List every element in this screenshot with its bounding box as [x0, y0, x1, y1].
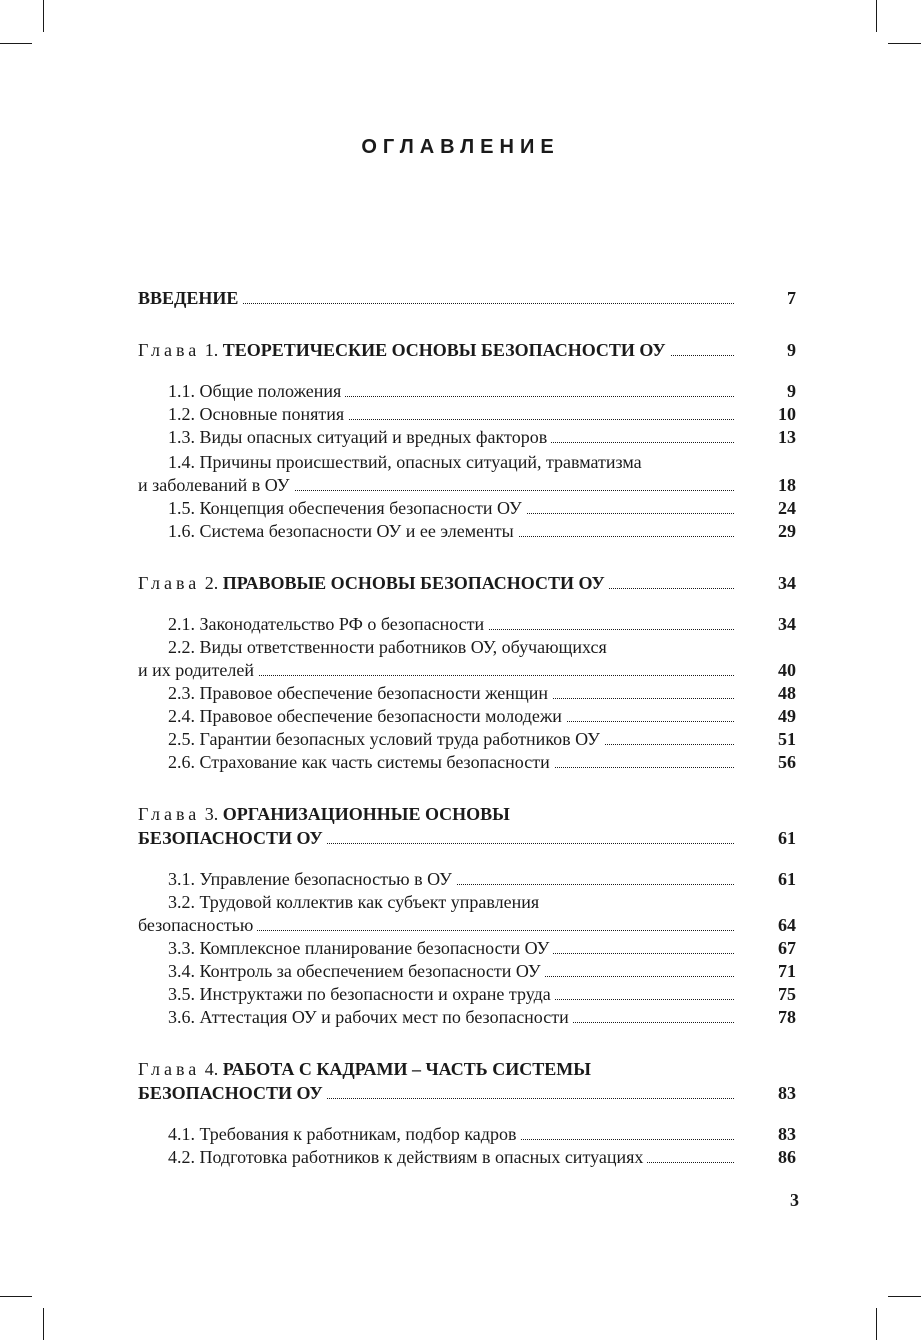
- section-1-4-cont[interactable]: [138, 473, 798, 497]
- toc-entry-text: [138, 473, 734, 497]
- section-text: 1.5. Концепция обеспечения безопасности ОУ: [168, 498, 522, 518]
- crop-mark-top-right: [876, 0, 877, 32]
- section-1-3[interactable]: [138, 425, 798, 449]
- toc-entry-label: [168, 521, 518, 541]
- toc-entry-label: [168, 452, 646, 472]
- toc-page-number: 67: [778, 938, 796, 958]
- toc-entry-text: [138, 1081, 734, 1105]
- toc-entry-label: [138, 660, 258, 680]
- toc-entry-label: [138, 288, 242, 308]
- toc-page-number: 40: [778, 660, 796, 680]
- crop-mark-top-left-h: [0, 43, 32, 44]
- section-text: 4.1. Требования к работникам, подбор кадров: [168, 1124, 517, 1144]
- toc-entry-text: [168, 727, 734, 751]
- toc-page-number: 9: [787, 381, 796, 401]
- chapter-number: 4.: [204, 1059, 219, 1079]
- chapter-4-heading[interactable]: [138, 1057, 798, 1081]
- section-1-2[interactable]: [138, 402, 798, 426]
- toc-entry-text: [138, 571, 734, 595]
- section-3-6[interactable]: [138, 1005, 798, 1029]
- toc-page-number: 51: [778, 729, 796, 749]
- section-1-1[interactable]: [138, 379, 798, 403]
- toc-intro[interactable]: [138, 286, 798, 310]
- toc-entry-label: [138, 804, 514, 824]
- toc-entry-label: [138, 340, 670, 360]
- section-2-2-cont[interactable]: [138, 658, 798, 682]
- toc-entry-text: [168, 890, 734, 914]
- toc-entry-text: [168, 496, 734, 520]
- section-3-2-cont[interactable]: [138, 913, 798, 937]
- crop-mark-bottom-left: [43, 1308, 44, 1340]
- toc-entry-text: [168, 635, 734, 659]
- section-text: 1.4. Причины происшествий, опасных ситуаций, травматизма: [168, 452, 642, 472]
- chapter-number: 2.: [204, 573, 219, 593]
- section-2-3[interactable]: [138, 681, 798, 705]
- section-3-2[interactable]: [138, 890, 798, 914]
- crop-mark-bottom-right: [876, 1308, 877, 1340]
- section-text: 4.2. Подготовка работников к действиям в опасных ситуациях: [168, 1147, 644, 1167]
- toc-page-number: 49: [778, 706, 796, 726]
- section-text: 2.6. Страхование как часть системы безопасности: [168, 752, 550, 772]
- toc-page-number: 7: [787, 288, 796, 308]
- toc-entry-label: [138, 1059, 595, 1079]
- toc-entry-label: [168, 498, 526, 518]
- toc-page-number: 9: [787, 340, 796, 360]
- toc-page-number: 75: [778, 984, 796, 1004]
- toc-entry-text: [168, 519, 734, 543]
- chapter-prefix: Глава: [138, 1059, 201, 1079]
- toc-page-number: 34: [778, 573, 796, 593]
- page-title: ОГЛАВЛЕНИЕ: [361, 136, 560, 158]
- toc-entry-text: [138, 802, 734, 826]
- toc-entry-label: [168, 984, 555, 1004]
- section-2-5[interactable]: [138, 727, 798, 751]
- toc-entry-text: [168, 1005, 734, 1029]
- toc-entry-text: [138, 826, 734, 850]
- toc-entry-text: [168, 1145, 734, 1169]
- toc-entry-text: [138, 1057, 734, 1081]
- section-2-1[interactable]: [138, 612, 798, 636]
- section-3-3[interactable]: [138, 936, 798, 960]
- crop-mark-bottom-left-h: [0, 1296, 32, 1297]
- toc-page-number: 61: [778, 828, 796, 848]
- toc-entry-label: [168, 614, 488, 634]
- chapter-3-heading-cont[interactable]: [138, 826, 798, 850]
- toc-entry-text: [168, 402, 734, 426]
- toc-entry-label: [168, 892, 543, 912]
- section-3-5[interactable]: [138, 982, 798, 1006]
- section-text: 3.1. Управление безопасностью в ОУ: [168, 869, 452, 889]
- section-2-6[interactable]: [138, 750, 798, 774]
- section-2-2[interactable]: [138, 635, 798, 659]
- section-3-1[interactable]: [138, 867, 798, 891]
- section-text: 1.1. Общие положения: [168, 381, 342, 401]
- toc-page-number: 83: [778, 1124, 796, 1144]
- toc-page-number: 71: [778, 961, 796, 981]
- chapter-prefix: Глава: [138, 340, 201, 360]
- crop-mark-bottom-right-h: [888, 1296, 921, 1297]
- section-3-4[interactable]: [138, 959, 798, 983]
- crop-mark-top-right-h: [888, 43, 921, 44]
- toc-entry-label: [168, 381, 345, 401]
- chapter-number: 1.: [204, 340, 219, 360]
- chapter-1-heading[interactable]: [138, 338, 798, 362]
- toc-entry-label: [168, 961, 545, 981]
- chapter-title: ПРАВОВЫЕ ОСНОВЫ БЕЗОПАСНОСТИ ОУ: [222, 573, 605, 593]
- toc-entry-label: [168, 729, 604, 749]
- chapter-number: 3.: [204, 804, 219, 824]
- toc-page-number: 24: [778, 498, 796, 518]
- section-1-5[interactable]: [138, 496, 798, 520]
- toc-entry-text: [168, 982, 734, 1006]
- chapter-title: ТЕОРЕТИЧЕСКИЕ ОСНОВЫ БЕЗОПАСНОСТИ ОУ: [222, 340, 666, 360]
- toc-entry-label: [168, 427, 551, 447]
- toc-entry-text: [168, 704, 734, 728]
- toc-entry-text: [138, 286, 734, 310]
- toc-page-number: 78: [778, 1007, 796, 1027]
- section-text: 1.6. Система безопасности ОУ и ее элементы: [168, 521, 514, 541]
- toc-page-number: 10: [778, 404, 796, 424]
- toc-entry-text: [168, 681, 734, 705]
- toc-page-number: 56: [778, 752, 796, 772]
- section-text-cont: и заболеваний в ОУ: [138, 475, 290, 495]
- toc-entry-label: [138, 915, 257, 935]
- section-text: 1.3. Виды опасных ситуаций и вредных факторов: [168, 427, 548, 447]
- section-1-4[interactable]: [138, 450, 798, 474]
- toc-entry-label: [168, 869, 456, 889]
- section-text: 3.6. Аттестация ОУ и рабочих мест по безопасности: [168, 1007, 569, 1027]
- toc-entry-label: [168, 938, 553, 958]
- section-text: 3.4. Контроль за обеспечением безопасности ОУ: [168, 961, 541, 981]
- toc-entry-text: [168, 750, 734, 774]
- chapter-title: ОРГАНИЗАЦИОННЫЕ ОСНОВЫ: [222, 804, 510, 824]
- section-text: 2.1. Законодательство РФ о безопасности: [168, 614, 485, 634]
- toc-page-number: 86: [778, 1147, 796, 1167]
- chapter-3-heading[interactable]: [138, 802, 798, 826]
- toc-entry-text: [168, 379, 734, 403]
- chapter-title-cont: БЕЗОПАСНОСТИ ОУ: [138, 828, 323, 848]
- toc-page-number: 61: [778, 869, 796, 889]
- toc-entry-label: [168, 404, 348, 424]
- toc-entry-label: [168, 1007, 573, 1027]
- toc-entry-text: [168, 1122, 734, 1146]
- section-text-cont: и их родителей: [138, 660, 254, 680]
- toc-page-number: 83: [778, 1083, 796, 1103]
- toc-entry-label: [138, 1083, 327, 1103]
- chapter-prefix: Глава: [138, 804, 201, 824]
- toc-entry-text: [138, 658, 734, 682]
- section-1-6[interactable]: [138, 519, 798, 543]
- toc-page-number: 29: [778, 521, 796, 541]
- chapter-title: РАБОТА С КАДРАМИ – ЧАСТЬ СИСТЕМЫ: [222, 1059, 591, 1079]
- toc-entry-text: [138, 913, 734, 937]
- toc-entry-text: [168, 867, 734, 891]
- toc-entry-label: [168, 706, 566, 726]
- section-2-4[interactable]: [138, 704, 798, 728]
- section-4-1[interactable]: [138, 1122, 798, 1146]
- toc-page-number: 13: [778, 427, 796, 447]
- section-text: 3.2. Трудовой коллектив как субъект управления: [168, 892, 540, 912]
- toc-entry-label: [168, 1124, 520, 1144]
- toc-page-number: 48: [778, 683, 796, 703]
- toc-page-number: 64: [778, 915, 796, 935]
- section-text: 2.3. Правовое обеспечение безопасности женщин: [168, 683, 549, 703]
- section-text: 2.2. Виды ответственности работников ОУ, обучающихся: [168, 637, 607, 657]
- chapter-2-heading[interactable]: [138, 571, 798, 595]
- section-text: 2.4. Правовое обеспечение безопасности молодежи: [168, 706, 562, 726]
- toc-entry-label: [138, 828, 327, 848]
- toc-entry-text: [168, 959, 734, 983]
- toc-entry-text: [168, 612, 734, 636]
- section-4-2[interactable]: [138, 1145, 798, 1169]
- section-text-cont: безопасностью: [138, 915, 254, 935]
- crop-mark-top-left: [43, 0, 44, 32]
- toc-entry-label: [168, 1147, 647, 1167]
- toc-entry-text: [138, 338, 734, 362]
- section-text: 3.5. Инструктажи по безопасности и охране труда: [168, 984, 551, 1004]
- section-text: 3.3. Комплексное планирование безопасности ОУ: [168, 938, 550, 958]
- toc-entry-text: [168, 936, 734, 960]
- toc-entry-text: [168, 425, 734, 449]
- page-number: 3: [790, 1190, 799, 1210]
- toc-page-number: 34: [778, 614, 796, 634]
- chapter-prefix: Глава: [138, 573, 201, 593]
- chapter-4-heading-cont[interactable]: [138, 1081, 798, 1105]
- intro-title: ВВЕДЕНИЕ: [138, 288, 239, 308]
- chapter-title-cont: БЕЗОПАСНОСТИ ОУ: [138, 1083, 323, 1103]
- section-text: 2.5. Гарантии безопасных условий труда работников ОУ: [168, 729, 600, 749]
- toc-entry-label: [138, 475, 294, 495]
- toc-entry-label: [168, 683, 552, 703]
- toc-page-number: 18: [778, 475, 796, 495]
- section-text: 1.2. Основные понятия: [168, 404, 345, 424]
- toc-entry-label: [138, 573, 609, 593]
- toc-entry-text: [168, 450, 734, 474]
- toc-entry-label: [168, 637, 611, 657]
- toc-entry-label: [168, 752, 554, 772]
